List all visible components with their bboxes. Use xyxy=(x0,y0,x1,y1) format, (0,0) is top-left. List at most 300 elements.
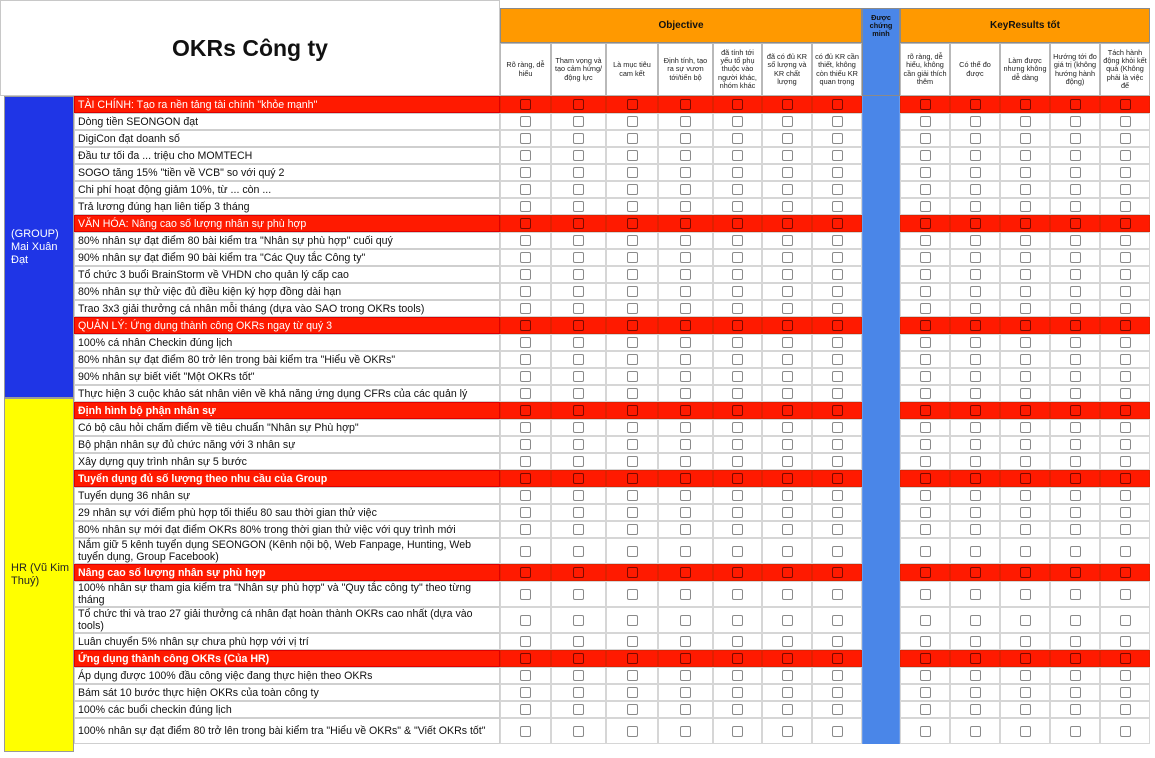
checkbox[interactable] xyxy=(970,337,981,348)
checkbox[interactable] xyxy=(573,456,584,467)
checkbox[interactable] xyxy=(832,473,843,484)
checkbox[interactable] xyxy=(970,567,981,578)
checkbox[interactable] xyxy=(920,303,931,314)
checkbox[interactable] xyxy=(573,133,584,144)
checkbox[interactable] xyxy=(520,99,531,110)
checkbox[interactable] xyxy=(970,507,981,518)
checkbox[interactable] xyxy=(732,456,743,467)
checkbox[interactable] xyxy=(1120,235,1131,246)
checkbox[interactable] xyxy=(520,269,531,280)
checkbox[interactable] xyxy=(1070,99,1081,110)
checkbox[interactable] xyxy=(920,422,931,433)
checkbox[interactable] xyxy=(970,615,981,626)
evidence-cell[interactable] xyxy=(862,718,900,744)
checkbox[interactable] xyxy=(627,473,638,484)
checkbox[interactable] xyxy=(573,354,584,365)
checkbox[interactable] xyxy=(680,636,691,647)
checkbox[interactable] xyxy=(920,507,931,518)
checkbox[interactable] xyxy=(680,589,691,600)
checkbox[interactable] xyxy=(1120,286,1131,297)
checkbox[interactable] xyxy=(732,589,743,600)
checkbox[interactable] xyxy=(832,422,843,433)
checkbox[interactable] xyxy=(680,405,691,416)
checkbox[interactable] xyxy=(920,439,931,450)
checkbox[interactable] xyxy=(782,133,793,144)
checkbox[interactable] xyxy=(920,184,931,195)
checkbox[interactable] xyxy=(782,653,793,664)
checkbox[interactable] xyxy=(732,218,743,229)
checkbox[interactable] xyxy=(520,567,531,578)
checkbox[interactable] xyxy=(732,99,743,110)
checkbox[interactable] xyxy=(832,252,843,263)
checkbox[interactable] xyxy=(520,184,531,195)
checkbox[interactable] xyxy=(970,269,981,280)
checkbox[interactable] xyxy=(520,546,531,557)
checkbox[interactable] xyxy=(732,371,743,382)
checkbox[interactable] xyxy=(1070,615,1081,626)
checkbox[interactable] xyxy=(680,252,691,263)
checkbox[interactable] xyxy=(627,371,638,382)
checkbox[interactable] xyxy=(970,439,981,450)
checkbox[interactable] xyxy=(832,99,843,110)
checkbox[interactable] xyxy=(920,546,931,557)
checkbox[interactable] xyxy=(627,490,638,501)
checkbox[interactable] xyxy=(970,490,981,501)
checkbox[interactable] xyxy=(573,546,584,557)
checkbox[interactable] xyxy=(1070,490,1081,501)
checkbox[interactable] xyxy=(970,473,981,484)
checkbox[interactable] xyxy=(1120,490,1131,501)
checkbox[interactable] xyxy=(1070,589,1081,600)
checkbox[interactable] xyxy=(732,636,743,647)
checkbox[interactable] xyxy=(680,490,691,501)
checkbox[interactable] xyxy=(920,99,931,110)
checkbox[interactable] xyxy=(920,320,931,331)
checkbox[interactable] xyxy=(920,218,931,229)
checkbox[interactable] xyxy=(627,354,638,365)
checkbox[interactable] xyxy=(970,687,981,698)
checkbox[interactable] xyxy=(627,167,638,178)
checkbox[interactable] xyxy=(627,150,638,161)
checkbox[interactable] xyxy=(627,320,638,331)
checkbox[interactable] xyxy=(1120,218,1131,229)
checkbox[interactable] xyxy=(920,252,931,263)
evidence-cell[interactable] xyxy=(862,633,900,650)
evidence-cell[interactable] xyxy=(862,147,900,164)
checkbox[interactable] xyxy=(1020,524,1031,535)
checkbox[interactable] xyxy=(680,615,691,626)
checkbox[interactable] xyxy=(1020,490,1031,501)
checkbox[interactable] xyxy=(1070,337,1081,348)
checkbox[interactable] xyxy=(680,524,691,535)
checkbox[interactable] xyxy=(782,371,793,382)
checkbox[interactable] xyxy=(732,473,743,484)
checkbox[interactable] xyxy=(627,422,638,433)
checkbox[interactable] xyxy=(627,218,638,229)
checkbox[interactable] xyxy=(970,589,981,600)
checkbox[interactable] xyxy=(732,167,743,178)
checkbox[interactable] xyxy=(832,116,843,127)
checkbox[interactable] xyxy=(920,615,931,626)
evidence-cell[interactable] xyxy=(862,419,900,436)
checkbox[interactable] xyxy=(1070,704,1081,715)
checkbox[interactable] xyxy=(832,589,843,600)
checkbox[interactable] xyxy=(832,405,843,416)
checkbox[interactable] xyxy=(627,687,638,698)
checkbox[interactable] xyxy=(1120,320,1131,331)
checkbox[interactable] xyxy=(1070,726,1081,737)
checkbox[interactable] xyxy=(1120,567,1131,578)
checkbox[interactable] xyxy=(627,704,638,715)
checkbox[interactable] xyxy=(732,670,743,681)
checkbox[interactable] xyxy=(680,371,691,382)
checkbox[interactable] xyxy=(1070,167,1081,178)
checkbox[interactable] xyxy=(782,422,793,433)
checkbox[interactable] xyxy=(920,726,931,737)
checkbox[interactable] xyxy=(970,320,981,331)
checkbox[interactable] xyxy=(920,235,931,246)
checkbox[interactable] xyxy=(520,687,531,698)
checkbox[interactable] xyxy=(920,456,931,467)
checkbox[interactable] xyxy=(520,116,531,127)
checkbox[interactable] xyxy=(680,456,691,467)
checkbox[interactable] xyxy=(573,167,584,178)
checkbox[interactable] xyxy=(1020,615,1031,626)
checkbox[interactable] xyxy=(732,133,743,144)
checkbox[interactable] xyxy=(573,184,584,195)
checkbox[interactable] xyxy=(1120,184,1131,195)
checkbox[interactable] xyxy=(573,726,584,737)
checkbox[interactable] xyxy=(573,235,584,246)
checkbox[interactable] xyxy=(1120,167,1131,178)
checkbox[interactable] xyxy=(1020,456,1031,467)
evidence-cell[interactable] xyxy=(862,96,900,113)
checkbox[interactable] xyxy=(782,320,793,331)
evidence-cell[interactable] xyxy=(862,607,900,633)
evidence-cell[interactable] xyxy=(862,650,900,667)
evidence-cell[interactable] xyxy=(862,521,900,538)
checkbox[interactable] xyxy=(1070,286,1081,297)
evidence-cell[interactable] xyxy=(862,198,900,215)
checkbox[interactable] xyxy=(920,133,931,144)
checkbox[interactable] xyxy=(1120,473,1131,484)
checkbox[interactable] xyxy=(732,507,743,518)
checkbox[interactable] xyxy=(970,653,981,664)
evidence-cell[interactable] xyxy=(862,470,900,487)
evidence-cell[interactable] xyxy=(862,215,900,232)
checkbox[interactable] xyxy=(970,670,981,681)
checkbox[interactable] xyxy=(680,303,691,314)
checkbox[interactable] xyxy=(1120,507,1131,518)
checkbox[interactable] xyxy=(782,473,793,484)
checkbox[interactable] xyxy=(832,133,843,144)
checkbox[interactable] xyxy=(1070,524,1081,535)
checkbox[interactable] xyxy=(1070,201,1081,212)
checkbox[interactable] xyxy=(920,670,931,681)
checkbox[interactable] xyxy=(520,726,531,737)
checkbox[interactable] xyxy=(782,589,793,600)
checkbox[interactable] xyxy=(627,252,638,263)
checkbox[interactable] xyxy=(732,388,743,399)
checkbox[interactable] xyxy=(520,201,531,212)
evidence-cell[interactable] xyxy=(862,181,900,198)
checkbox[interactable] xyxy=(1020,439,1031,450)
checkbox[interactable] xyxy=(832,269,843,280)
checkbox[interactable] xyxy=(832,320,843,331)
checkbox[interactable] xyxy=(920,167,931,178)
checkbox[interactable] xyxy=(732,201,743,212)
checkbox[interactable] xyxy=(782,269,793,280)
checkbox[interactable] xyxy=(782,636,793,647)
checkbox[interactable] xyxy=(1070,653,1081,664)
checkbox[interactable] xyxy=(782,388,793,399)
checkbox[interactable] xyxy=(1070,354,1081,365)
checkbox[interactable] xyxy=(520,388,531,399)
checkbox[interactable] xyxy=(1020,507,1031,518)
checkbox[interactable] xyxy=(1070,422,1081,433)
checkbox[interactable] xyxy=(832,218,843,229)
checkbox[interactable] xyxy=(1020,636,1031,647)
checkbox[interactable] xyxy=(520,670,531,681)
checkbox[interactable] xyxy=(627,589,638,600)
checkbox[interactable] xyxy=(1120,726,1131,737)
checkbox[interactable] xyxy=(1070,320,1081,331)
checkbox[interactable] xyxy=(782,687,793,698)
checkbox[interactable] xyxy=(782,235,793,246)
evidence-cell[interactable] xyxy=(862,538,900,564)
checkbox[interactable] xyxy=(920,354,931,365)
checkbox[interactable] xyxy=(520,704,531,715)
checkbox[interactable] xyxy=(832,704,843,715)
checkbox[interactable] xyxy=(782,201,793,212)
checkbox[interactable] xyxy=(920,269,931,280)
checkbox[interactable] xyxy=(970,704,981,715)
evidence-cell[interactable] xyxy=(862,701,900,718)
checkbox[interactable] xyxy=(732,524,743,535)
checkbox[interactable] xyxy=(573,337,584,348)
evidence-cell[interactable] xyxy=(862,317,900,334)
checkbox[interactable] xyxy=(782,546,793,557)
checkbox[interactable] xyxy=(520,507,531,518)
checkbox[interactable] xyxy=(732,615,743,626)
checkbox[interactable] xyxy=(920,388,931,399)
checkbox[interactable] xyxy=(1020,167,1031,178)
evidence-cell[interactable] xyxy=(862,684,900,701)
checkbox[interactable] xyxy=(1120,670,1131,681)
checkbox[interactable] xyxy=(970,303,981,314)
checkbox[interactable] xyxy=(1120,269,1131,280)
checkbox[interactable] xyxy=(732,337,743,348)
evidence-cell[interactable] xyxy=(862,402,900,419)
checkbox[interactable] xyxy=(1020,252,1031,263)
checkbox[interactable] xyxy=(1120,653,1131,664)
checkbox[interactable] xyxy=(732,116,743,127)
checkbox[interactable] xyxy=(1020,371,1031,382)
checkbox[interactable] xyxy=(1070,116,1081,127)
checkbox[interactable] xyxy=(1120,252,1131,263)
checkbox[interactable] xyxy=(680,133,691,144)
evidence-cell[interactable] xyxy=(862,581,900,607)
checkbox[interactable] xyxy=(832,524,843,535)
checkbox[interactable] xyxy=(573,286,584,297)
checkbox[interactable] xyxy=(1020,218,1031,229)
checkbox[interactable] xyxy=(732,687,743,698)
checkbox[interactable] xyxy=(1070,184,1081,195)
evidence-cell[interactable] xyxy=(862,453,900,470)
checkbox[interactable] xyxy=(680,184,691,195)
checkbox[interactable] xyxy=(832,354,843,365)
checkbox[interactable] xyxy=(627,269,638,280)
checkbox[interactable] xyxy=(1120,303,1131,314)
checkbox[interactable] xyxy=(520,150,531,161)
checkbox[interactable] xyxy=(782,456,793,467)
checkbox[interactable] xyxy=(573,269,584,280)
checkbox[interactable] xyxy=(1020,704,1031,715)
checkbox[interactable] xyxy=(732,567,743,578)
checkbox[interactable] xyxy=(732,150,743,161)
checkbox[interactable] xyxy=(1020,653,1031,664)
checkbox[interactable] xyxy=(920,201,931,212)
checkbox[interactable] xyxy=(680,320,691,331)
checkbox[interactable] xyxy=(520,524,531,535)
checkbox[interactable] xyxy=(1120,589,1131,600)
checkbox[interactable] xyxy=(732,546,743,557)
checkbox[interactable] xyxy=(1020,687,1031,698)
checkbox[interactable] xyxy=(782,567,793,578)
checkbox[interactable] xyxy=(920,687,931,698)
checkbox[interactable] xyxy=(1070,405,1081,416)
checkbox[interactable] xyxy=(1020,303,1031,314)
checkbox[interactable] xyxy=(1020,546,1031,557)
checkbox[interactable] xyxy=(573,252,584,263)
checkbox[interactable] xyxy=(573,320,584,331)
checkbox[interactable] xyxy=(782,490,793,501)
checkbox[interactable] xyxy=(832,235,843,246)
checkbox[interactable] xyxy=(970,184,981,195)
checkbox[interactable] xyxy=(970,405,981,416)
checkbox[interactable] xyxy=(832,456,843,467)
checkbox[interactable] xyxy=(920,150,931,161)
checkbox[interactable] xyxy=(573,490,584,501)
checkbox[interactable] xyxy=(680,354,691,365)
checkbox[interactable] xyxy=(627,99,638,110)
evidence-cell[interactable] xyxy=(862,130,900,147)
checkbox[interactable] xyxy=(680,726,691,737)
checkbox[interactable] xyxy=(832,726,843,737)
checkbox[interactable] xyxy=(1070,456,1081,467)
checkbox[interactable] xyxy=(832,653,843,664)
checkbox[interactable] xyxy=(520,473,531,484)
checkbox[interactable] xyxy=(1120,337,1131,348)
checkbox[interactable] xyxy=(680,567,691,578)
evidence-cell[interactable] xyxy=(862,113,900,130)
checkbox[interactable] xyxy=(1070,388,1081,399)
checkbox[interactable] xyxy=(1020,286,1031,297)
checkbox[interactable] xyxy=(782,167,793,178)
checkbox[interactable] xyxy=(1020,670,1031,681)
evidence-cell[interactable] xyxy=(862,232,900,249)
checkbox[interactable] xyxy=(732,704,743,715)
checkbox[interactable] xyxy=(970,201,981,212)
checkbox[interactable] xyxy=(573,99,584,110)
checkbox[interactable] xyxy=(832,546,843,557)
checkbox[interactable] xyxy=(920,405,931,416)
checkbox[interactable] xyxy=(627,726,638,737)
checkbox[interactable] xyxy=(680,337,691,348)
checkbox[interactable] xyxy=(970,422,981,433)
checkbox[interactable] xyxy=(680,99,691,110)
checkbox[interactable] xyxy=(832,439,843,450)
checkbox[interactable] xyxy=(680,653,691,664)
checkbox[interactable] xyxy=(1020,320,1031,331)
checkbox[interactable] xyxy=(1070,133,1081,144)
checkbox[interactable] xyxy=(680,546,691,557)
checkbox[interactable] xyxy=(573,524,584,535)
checkbox[interactable] xyxy=(782,337,793,348)
checkbox[interactable] xyxy=(573,422,584,433)
checkbox[interactable] xyxy=(573,670,584,681)
checkbox[interactable] xyxy=(627,388,638,399)
checkbox[interactable] xyxy=(732,303,743,314)
checkbox[interactable] xyxy=(970,252,981,263)
checkbox[interactable] xyxy=(732,490,743,501)
checkbox[interactable] xyxy=(1120,150,1131,161)
checkbox[interactable] xyxy=(680,473,691,484)
checkbox[interactable] xyxy=(782,507,793,518)
checkbox[interactable] xyxy=(970,150,981,161)
checkbox[interactable] xyxy=(627,133,638,144)
checkbox[interactable] xyxy=(732,184,743,195)
checkbox[interactable] xyxy=(627,405,638,416)
checkbox[interactable] xyxy=(970,388,981,399)
checkbox[interactable] xyxy=(1120,354,1131,365)
checkbox[interactable] xyxy=(520,286,531,297)
checkbox[interactable] xyxy=(627,303,638,314)
evidence-cell[interactable] xyxy=(862,164,900,181)
checkbox[interactable] xyxy=(1020,567,1031,578)
checkbox[interactable] xyxy=(1070,687,1081,698)
checkbox[interactable] xyxy=(520,320,531,331)
checkbox[interactable] xyxy=(1070,439,1081,450)
checkbox[interactable] xyxy=(1020,133,1031,144)
checkbox[interactable] xyxy=(1120,687,1131,698)
checkbox[interactable] xyxy=(920,653,931,664)
checkbox[interactable] xyxy=(1020,422,1031,433)
checkbox[interactable] xyxy=(1120,636,1131,647)
checkbox[interactable] xyxy=(970,726,981,737)
checkbox[interactable] xyxy=(627,184,638,195)
checkbox[interactable] xyxy=(1120,388,1131,399)
checkbox[interactable] xyxy=(782,116,793,127)
checkbox[interactable] xyxy=(782,615,793,626)
evidence-cell[interactable] xyxy=(862,385,900,402)
checkbox[interactable] xyxy=(832,167,843,178)
checkbox[interactable] xyxy=(782,704,793,715)
checkbox[interactable] xyxy=(970,354,981,365)
checkbox[interactable] xyxy=(520,235,531,246)
checkbox[interactable] xyxy=(832,286,843,297)
checkbox[interactable] xyxy=(920,371,931,382)
checkbox[interactable] xyxy=(970,546,981,557)
checkbox[interactable] xyxy=(573,371,584,382)
checkbox[interactable] xyxy=(782,726,793,737)
checkbox[interactable] xyxy=(1070,252,1081,263)
checkbox[interactable] xyxy=(832,507,843,518)
checkbox[interactable] xyxy=(1120,99,1131,110)
checkbox[interactable] xyxy=(1070,235,1081,246)
checkbox[interactable] xyxy=(520,371,531,382)
checkbox[interactable] xyxy=(832,615,843,626)
